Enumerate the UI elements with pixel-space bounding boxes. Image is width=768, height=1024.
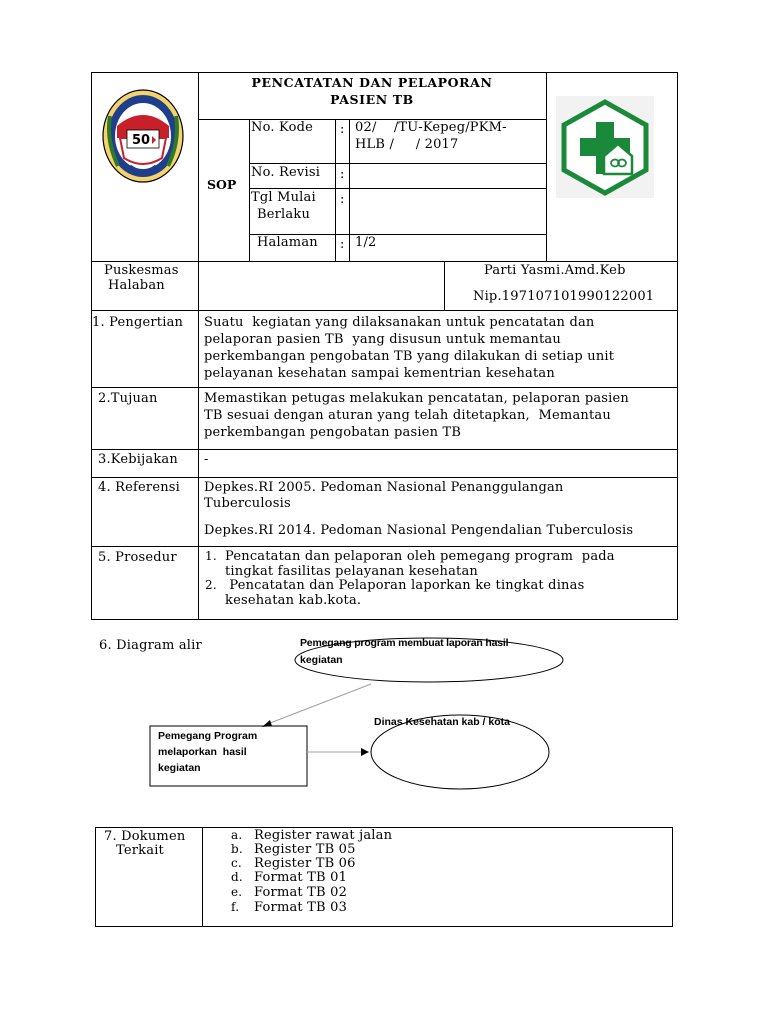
arrowhead-top-to-box bbox=[262, 720, 272, 727]
sop-label: SOP bbox=[207, 177, 237, 192]
tujuan-line-2: TB sesuai dengan aturan yang telah ditetapkan, Memantau bbox=[204, 408, 611, 423]
dokumen-item-num: f. bbox=[231, 900, 240, 914]
pengertian-label: 1. Pengertian bbox=[92, 315, 184, 330]
prosedur-item-2-line2: kesehatan kab.kota. bbox=[225, 593, 362, 608]
tujuan-line-1: Memastikan petugas melakukan pencatatan, pelaporan pasien bbox=[204, 391, 629, 406]
pengertian-line-1: Suatu kegiatan yang dilaksanakan untuk pencatatan dan bbox=[204, 315, 595, 330]
field-value-halaman: 1/2 bbox=[355, 235, 377, 250]
field-sep-tgl-mulai: : bbox=[340, 192, 345, 207]
field-label-no-revisi: No. Revisi bbox=[251, 165, 321, 180]
field-label-halaman: Halaman bbox=[257, 235, 318, 250]
dokumen-item-num: b. bbox=[231, 842, 243, 856]
referensi-label: 4. Referensi bbox=[98, 480, 181, 495]
referensi-2: Depkes.RI 2014. Pedoman Nasional Pengendalian Tuberculosis bbox=[204, 523, 634, 538]
dokumen-item-num: d. bbox=[231, 870, 243, 884]
prosedur-item-2-line1: Pencatatan dan Pelaporan laporkan ke tingkat dinas bbox=[225, 578, 585, 593]
process-box-text-line1: Pemegang Program bbox=[158, 730, 258, 742]
dokumen-item-text: Register rawat jalan bbox=[254, 828, 393, 843]
field-label-tgl-mulai-line1: Tgl Mulai bbox=[251, 190, 316, 205]
tujuan-label: 2.Tujuan bbox=[98, 391, 158, 406]
puskesmas-label-line1: Puskesmas bbox=[104, 263, 179, 278]
prosedur-item-2-num: 2. bbox=[205, 578, 217, 592]
prosedur-item-1-line2: tingkat fasilitas pelayanan kesehatan bbox=[225, 564, 478, 579]
prosedur-label: 5. Prosedur bbox=[98, 550, 177, 565]
referensi-1-line2: Tuberculosis bbox=[204, 496, 291, 511]
prosedur-item-1-num: 1. bbox=[205, 549, 217, 563]
dokumen-item-text: Format TB 03 bbox=[254, 900, 348, 915]
top-ellipse-text-line2: kegiatan bbox=[300, 654, 343, 666]
arrow-top-to-box bbox=[265, 684, 371, 725]
dokumen-item-num: a. bbox=[231, 828, 243, 842]
pengertian-line-3: perkembangan pengobatan TB yang dilakukan di setiap unit bbox=[204, 349, 615, 364]
arrowhead-box-to-ellipse bbox=[361, 748, 369, 756]
prosedur-item-1-line1: Pencatatan dan pelaporan oleh pemegang program pada bbox=[225, 549, 615, 564]
dokumen-item-text: Format TB 02 bbox=[254, 885, 348, 900]
signer-name: Parti Yasmi.Amd.Keb bbox=[484, 263, 626, 278]
process-box-text-line3: kegiatan bbox=[158, 762, 201, 774]
doc-title-line1: PENCATATAN DAN PELAPORAN bbox=[251, 75, 493, 90]
dokumen-item-text: Register TB 06 bbox=[254, 856, 356, 871]
process-box-text-line2: melaporkan hasil bbox=[158, 746, 247, 758]
dokumen-item-text: Format TB 01 bbox=[254, 870, 348, 885]
signer-nip: Nip.197107101990122001 bbox=[473, 289, 655, 304]
field-sep-no-kode: : bbox=[340, 122, 345, 137]
tujuan-line-3: perkembangan pengobatan pasien TB bbox=[204, 425, 462, 440]
pengertian-line-4: pelayanan kesehatan sampai kementrian kesehatan bbox=[204, 366, 555, 381]
puskesmas-label-line2: Halaban bbox=[108, 278, 165, 293]
dokumen-item-num: e. bbox=[231, 885, 243, 899]
field-sep-no-revisi: : bbox=[340, 167, 345, 182]
dokumen-label-line2: Terkait bbox=[116, 843, 164, 858]
field-label-tgl-mulai-line2: Berlaku bbox=[257, 207, 311, 222]
top-ellipse-text-line1: Pemegang program membuat laporan hasil bbox=[300, 637, 509, 649]
pengertian-line-2: pelaporan pasien TB yang disusun untuk memantau bbox=[204, 332, 561, 347]
field-value-no-kode-line2: HLB / / 2017 bbox=[355, 137, 459, 152]
logo-number: 50 bbox=[132, 133, 151, 148]
field-sep-halaman: : bbox=[340, 237, 345, 252]
dokumen-item-num: c. bbox=[231, 856, 242, 870]
referensi-1-line1: Depkes.RI 2005. Pedoman Nasional Penanggulangan bbox=[204, 480, 564, 495]
dokumen-label-line1: 7. Dokumen bbox=[104, 829, 186, 844]
field-value-no-kode-line1: 02/ /TU-Kepeg/PKM- bbox=[355, 120, 507, 135]
doc-title-line2: PASIEN TB bbox=[330, 92, 414, 107]
field-label-no-kode: No. Kode bbox=[251, 120, 314, 135]
kebijakan-label: 3.Kebijakan bbox=[98, 452, 178, 467]
kebijakan-value: - bbox=[204, 452, 209, 467]
right-ellipse-text: Dinas Kesehatan kab / kota bbox=[374, 716, 510, 728]
dokumen-item-text: Register TB 05 bbox=[254, 842, 356, 857]
diagram-label: 6. Diagram alir bbox=[99, 638, 202, 653]
